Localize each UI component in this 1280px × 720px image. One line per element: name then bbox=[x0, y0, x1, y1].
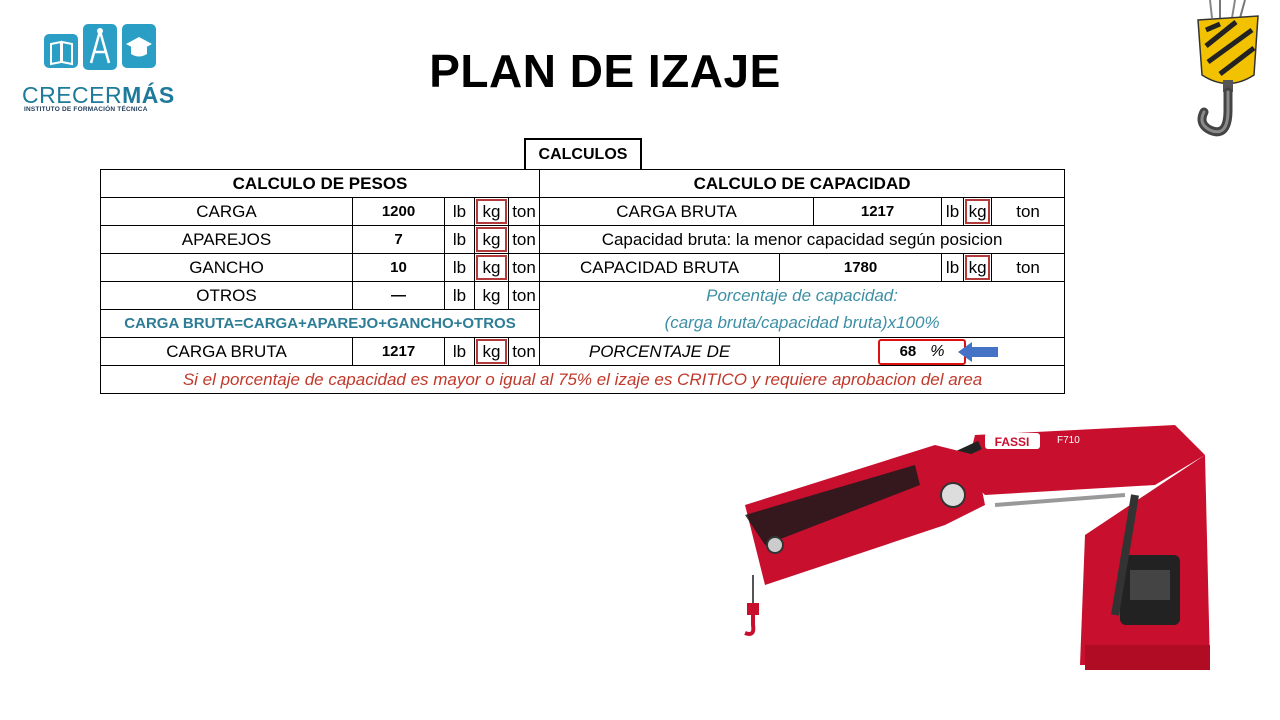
gross-load-formula: CARGA BRUTA=CARGA+APAREJO+GANCHO+OTROS bbox=[101, 310, 540, 338]
pct-symbol: % bbox=[930, 342, 945, 360]
unit-ton: ton bbox=[509, 254, 540, 282]
table-row bbox=[101, 198, 1065, 226]
unit-kg: kg bbox=[475, 282, 509, 310]
critical-warning: Si el porcentaje de capacidad es mayor o igual al 75% el izaje es CRITICO y requiere aprobacion del area bbox=[101, 366, 1065, 394]
unit-ton: ton bbox=[509, 282, 540, 310]
arrow-left-icon bbox=[958, 342, 998, 362]
row-value: — bbox=[353, 282, 445, 310]
row-value: 7 bbox=[353, 226, 445, 254]
unit-kg-selected: kg bbox=[964, 254, 992, 282]
unit-ton: ton bbox=[509, 338, 540, 366]
calc-grid bbox=[100, 169, 1065, 394]
table-row bbox=[101, 282, 1065, 310]
calculation-table bbox=[100, 138, 1064, 398]
row-label: CARGA bbox=[101, 198, 353, 226]
pct-value-cell bbox=[780, 338, 1065, 366]
row-label: GANCHO bbox=[101, 254, 353, 282]
row-value: 1200 bbox=[353, 198, 445, 226]
logo-subtitle: INSTITUTO DE FORMACIÓN TÉCNICA bbox=[24, 106, 148, 113]
cap-carga-bruta-label: CARGA BRUTA bbox=[540, 198, 814, 226]
cap-capacidad-bruta-value: 1780 bbox=[780, 254, 942, 282]
unit-kg-selected: kg bbox=[475, 254, 509, 282]
crane-hook-icon bbox=[1190, 0, 1265, 150]
unit-lb: lb bbox=[942, 254, 964, 282]
unit-kg-selected: kg bbox=[475, 226, 509, 254]
row-label: APAREJOS bbox=[101, 226, 353, 254]
pct-formula: (carga bruta/capacidad bruta)x100% bbox=[540, 310, 1065, 338]
pesos-header: CALCULO DE PESOS bbox=[101, 170, 540, 198]
total-label: CARGA BRUTA bbox=[101, 338, 353, 366]
unit-lb: lb bbox=[445, 338, 475, 366]
unit-kg-selected: kg bbox=[964, 198, 992, 226]
unit-lb: lb bbox=[445, 226, 475, 254]
unit-kg-selected: kg bbox=[475, 198, 509, 226]
unit-lb: lb bbox=[445, 198, 475, 226]
cap-carga-bruta-value: 1217 bbox=[814, 198, 942, 226]
unit-lb: lb bbox=[445, 282, 475, 310]
unit-kg-selected: kg bbox=[475, 338, 509, 366]
unit-lb: lb bbox=[445, 254, 475, 282]
row-label: OTROS bbox=[101, 282, 353, 310]
logo-icons bbox=[42, 22, 158, 77]
cap-capacidad-bruta-label: CAPACIDAD BRUTA bbox=[540, 254, 780, 282]
total-value: 1217 bbox=[353, 338, 445, 366]
capacidad-header: CALCULO DE CAPACIDAD bbox=[540, 170, 1065, 198]
logo-brand: CRECERMÁS bbox=[22, 82, 175, 108]
crane-brand: FASSI bbox=[994, 435, 1030, 449]
unit-ton: ton bbox=[509, 198, 540, 226]
unit-lb: lb bbox=[942, 198, 964, 226]
table-row bbox=[101, 254, 1065, 282]
unit-ton: ton bbox=[992, 254, 1065, 282]
crane-illustration bbox=[735, 415, 1215, 675]
crecermas-logo bbox=[22, 22, 182, 117]
crane-model: F710 bbox=[1057, 435, 1080, 446]
row-value: 10 bbox=[353, 254, 445, 282]
page-title: PLAN DE IZAJE bbox=[429, 45, 781, 97]
pct-highlight bbox=[878, 339, 966, 365]
unit-ton: ton bbox=[992, 198, 1065, 226]
capacidad-note: Capacidad bruta: la menor capacidad según posicion bbox=[540, 226, 1065, 254]
table-row bbox=[101, 338, 1065, 366]
calculos-label: CALCULOS bbox=[524, 138, 642, 170]
unit-ton: ton bbox=[509, 226, 540, 254]
pct-value: 68 bbox=[899, 343, 917, 360]
table-row bbox=[101, 226, 1065, 254]
pct-title: Porcentaje de capacidad: bbox=[540, 282, 1065, 310]
pct-label: PORCENTAJE DE bbox=[540, 338, 780, 366]
